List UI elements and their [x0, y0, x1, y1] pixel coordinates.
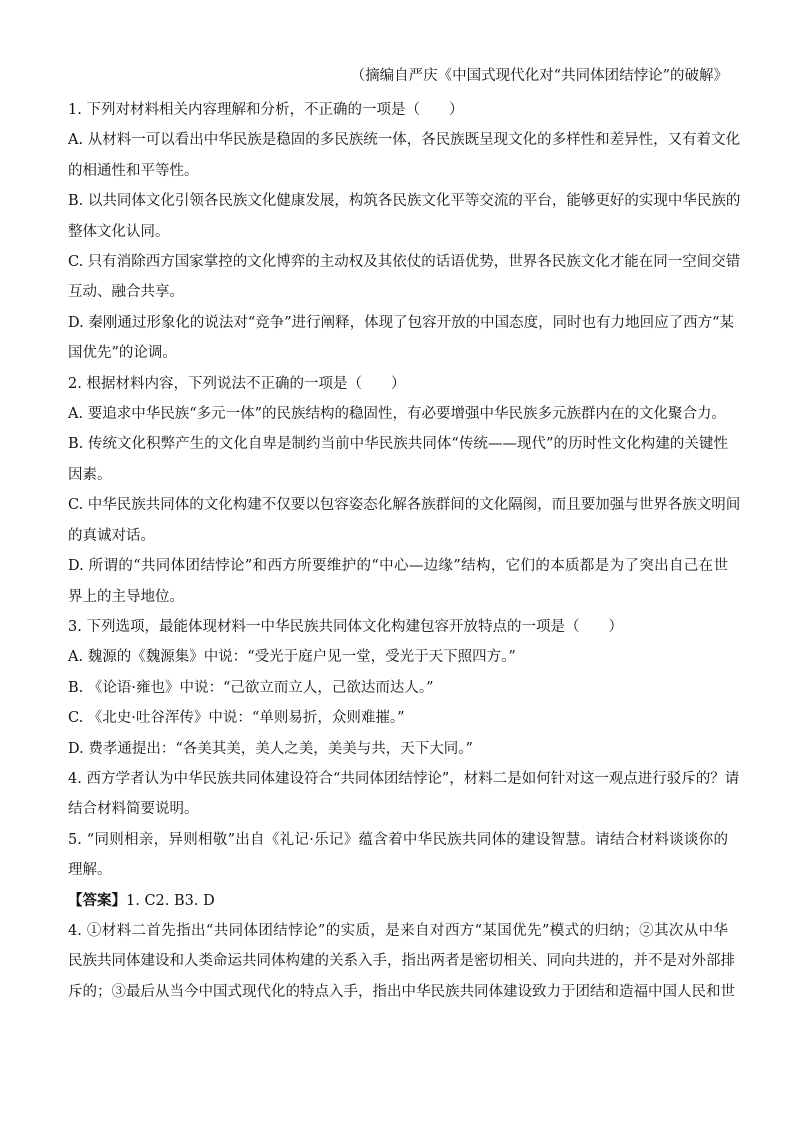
question-1-option-A: 的相通性和平等性。 [68, 162, 199, 179]
question-2-option-D: 界上的主导地位。 [68, 588, 184, 605]
question-1-option-B: 整体文化认同。 [68, 223, 170, 240]
question-3-option-D: D. 费孝通提出：“各美其美，美人之美，美美与共，天下大同。” [68, 740, 473, 757]
question-3-option-C: C. 《北史·吐谷浑传》中说：“单则易折，众则难摧。” [68, 710, 405, 727]
question-2-option-B: B. 传统文化积弊产生的文化自卑是制约当前中华民族共同体“传统——现代”的历时性文化构建的关键性 [68, 436, 728, 453]
question-5-stem: 5. “同则相亲，异则相敬”出自《礼记·乐记》蕴含着中华民族共同体的建设智慧。请结合材料谈谈你的 [68, 831, 728, 848]
question-2-option-C: 的真诚对话。 [68, 527, 155, 544]
question-1-option-B: B. 以共同体文化引领各民族文化健康发展，构筑各民族文化平等交流的平台，能够更好的实现中华民族的 [68, 193, 741, 210]
document-page [68, 62, 741, 1007]
question-2-option-B: 因素。 [68, 466, 112, 483]
question-2-option-D: D. 所谓的“共同体团结悖论”和西方所要维护的“中心—边缘”结构，它们的本质都是为了突出自己在世 [68, 558, 728, 575]
question-1-option-C: 互动、融合共享。 [68, 284, 184, 301]
question-3-stem: 3. 下列选项，最能体现材料一中华民族共同体文化构建包容开放特点的一项是（ ） [68, 618, 623, 635]
answer-analysis [68, 916, 735, 1007]
answer-analysis-line: 斥的；③最后从当今中国式现代化的特点入手，指出中华民族共同体建设致力于团结和造福中国人民和世 [68, 983, 735, 1000]
question-1-stem: 1. 下列对材料相关内容理解和分析，不正确的一项是（ ） [68, 102, 464, 118]
question-2-option-C: C. 中华民族共同体的文化构建不仅要以包容姿态化解各族群间的文化隔阂，而且要加强与世界各族文明间 [68, 497, 741, 514]
question-4-stem: 结合材料简要说明。 [68, 801, 199, 818]
answer-tag: 【答案】 [68, 891, 126, 909]
answer-text: 1. C2. B3. D [126, 892, 215, 909]
question-3-option-B: B. 《论语·雍也》中说：“己欲立而立人，己欲达而达人。” [68, 679, 434, 696]
question-1-option-C: C. 只有消除西方国家掌控的文化博弈的主动权及其依仗的话语优势，世界各民族文化才能在同一空间交错 [68, 254, 741, 271]
answer-analysis-line: 4. ①材料二首先指出“共同体团结悖论”的实质，是来自对西方“某国优先”模式的归纳；②其次从中华 [68, 922, 728, 939]
question-list [68, 95, 741, 886]
answer-line [68, 886, 728, 916]
answer-section [68, 886, 735, 1008]
question-4-stem: 4. 西方学者认为中华民族共同体建设符合“共同体团结悖论”，材料二是如何针对这一观点进行驳斥的？请 [68, 770, 740, 787]
question-3-option-A: A. 魏源的《魏源集》中说：“受光于庭户见一堂，受光于天下照四方。” [68, 649, 516, 666]
question-1-option-D: 国优先”的论调。 [68, 345, 177, 362]
source-citation: （摘编自严庆《中国式现代化对“共同体团结悖论”的破解》 [350, 68, 728, 84]
answer-analysis-line: 民族共同体建设和人类命运共同体构建的关系入手，指出两者是密切相关、同向共进的，并不是对外部排 [68, 953, 735, 970]
question-2-option-A: A. 要追求中华民族“多元一体”的民族结构的稳固性，有必要增强中华民族多元族群内在的文化聚合力。 [68, 406, 727, 423]
question-1-option-D: D. 秦刚通过形象化的说法对“竞争”进行阐释，体现了包容开放的中国态度，同时也有力地回应了西方“某 [68, 314, 735, 331]
question-5-stem: 理解。 [68, 862, 112, 879]
question-2-stem: 2. 根据材料内容，下列说法不正确的一项是（ ） [68, 375, 406, 392]
question-1-option-A: A. 从材料一可以看出中华民族是稳固的多民族统一体，各民族既呈现文化的多样性和差异性，又有着文化 [68, 132, 741, 149]
